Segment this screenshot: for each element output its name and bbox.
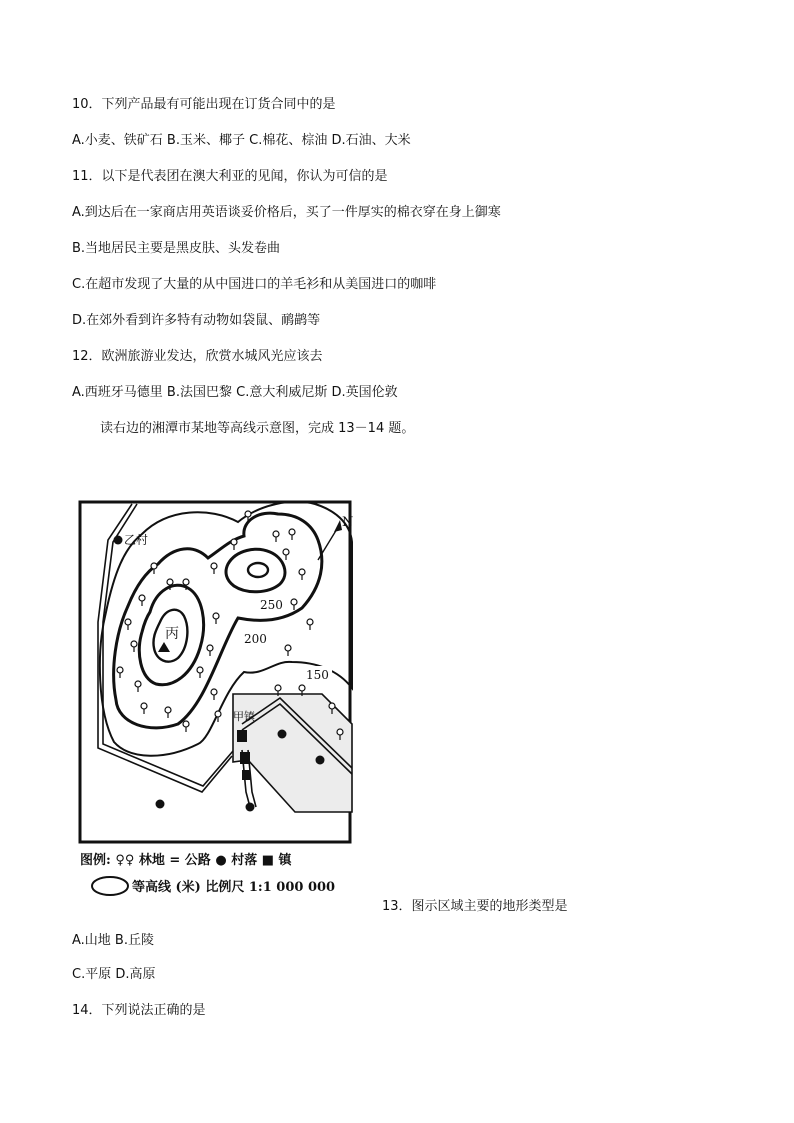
contour-label-200: 200 (244, 632, 267, 646)
q13-options-ab: A.山地 B.丘陵 (72, 933, 154, 948)
contour-label-150: 150 (306, 668, 329, 682)
q13-options-cd: C.平原 D.高原 (72, 967, 156, 982)
q10-stem: 10．下列产品最有可能出现在订货合同中的是 (72, 97, 336, 112)
legend-line-2: 等高线 (米) 比例尺 1:1 000 000 (132, 880, 336, 895)
contour-label-250: 250 (260, 598, 283, 612)
q11-option-a: A.到达后在一家商店用英语谈妥价格后，买了一件厚实的棉衣穿在身上御寒 (72, 205, 501, 220)
village-dot (316, 756, 325, 765)
contour-250-north (226, 549, 285, 591)
village-dot (278, 730, 287, 739)
q11-stem: 11．以下是代表团在澳大利亚的见闻，你认为可信的是 (72, 169, 388, 184)
village-yi-label: 乙村 (124, 533, 149, 547)
village-dot (156, 800, 165, 809)
q12-stem: 12．欧洲旅游业发达，欣赏水城风光应该去 (72, 349, 323, 364)
q14-stem: 14．下列说法正确的是 (72, 1003, 206, 1018)
town-square (240, 752, 250, 764)
legend-contour-symbol (92, 877, 128, 895)
q11-option-d: D.在郊外看到许多特有动物如袋鼠、鸸鹋等 (72, 313, 321, 328)
north-label: N (342, 515, 354, 530)
peak-label: 丙 (165, 626, 179, 642)
q12-options: A.西班牙马德里 B.法国巴黎 C.意大利威尼斯 D.英国伦敦 (72, 385, 398, 400)
village-dot (246, 803, 255, 812)
contour-map-figure (70, 462, 382, 908)
town-jia-label: 甲镇 (233, 710, 255, 723)
town-square (242, 770, 250, 780)
hilltop-north (248, 563, 268, 577)
town-square (237, 730, 247, 742)
peak-marker (158, 642, 170, 652)
instruction-text: 读右边的湘潭市某地等高线示意图，完成 13－14 题。 (100, 421, 415, 436)
legend-line-1: 图例: ♀♀ 林地 = 公路 ● 村落 ■ 镇 (80, 853, 292, 868)
q13-stem: 13．图示区域主要的地形类型是 (382, 899, 568, 914)
q11-option-b: B.当地居民主要是黑皮肤、头发卷曲 (72, 241, 281, 256)
q10-options: A.小麦、铁矿石 B.玉米、椰子 C.棉花、棕油 D.石油、大米 (72, 133, 411, 148)
village-yi-dot (114, 536, 123, 545)
q11-option-c: C.在超市发现了大量的从中国进口的羊毛衫和从美国进口的咖啡 (72, 277, 437, 292)
